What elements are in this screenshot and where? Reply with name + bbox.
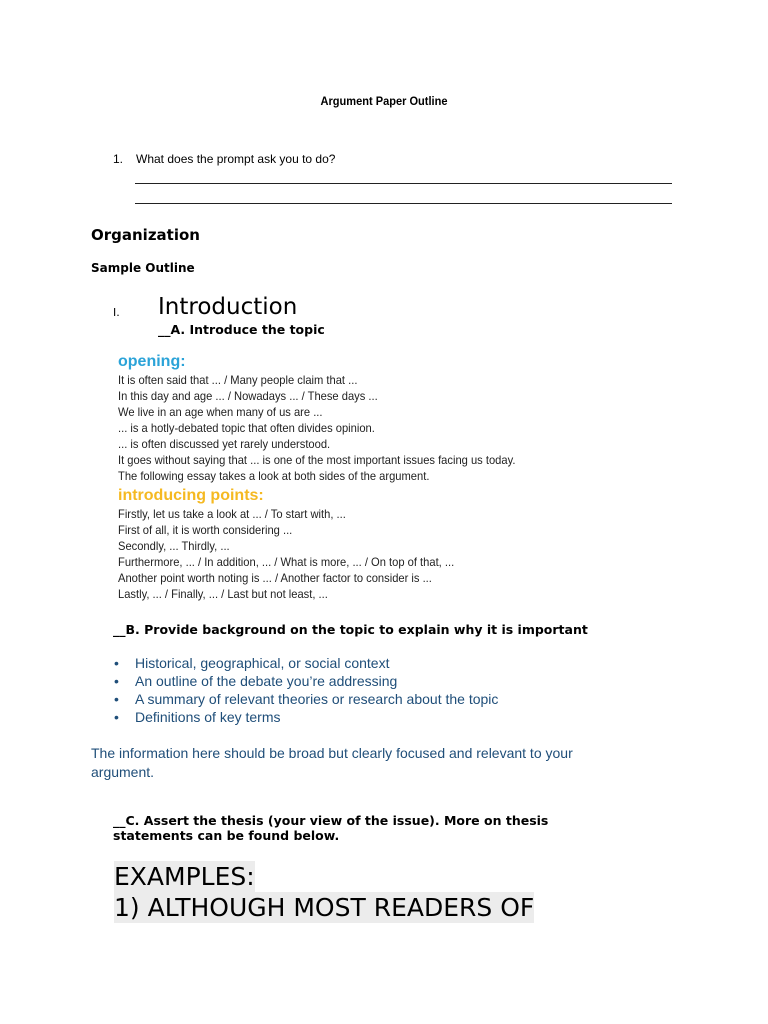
answer-line xyxy=(135,183,672,184)
opening-heading: opening: xyxy=(118,353,186,370)
phrase-line: We live in an age when many of us are ... xyxy=(118,405,323,419)
bullet-icon: • xyxy=(114,709,119,725)
phrase-line: Firstly, let us take a look at ... / To start with, ... xyxy=(118,507,346,521)
background-list xyxy=(113,654,498,726)
example-line: 1) ALTHOUGH MOST READERS OF xyxy=(114,893,535,922)
phrase-line: Another point worth noting is ... / Another factor to consider is ... xyxy=(118,571,432,585)
phrase-line: Furthermore, ... / In addition, ... / What is more, ... / On top of that, ... xyxy=(118,555,455,569)
phrase-line: The following essay takes a look at both sides of the argument. xyxy=(118,469,430,483)
opening-phrases xyxy=(118,372,638,484)
answer-line xyxy=(135,203,672,204)
list-item: • Definitions of key terms xyxy=(114,709,281,725)
question-number: 1. xyxy=(113,152,124,166)
phrase-line: ... is a hotly-debated topic that often divides opinion. xyxy=(118,421,375,435)
phrase-line: In this day and age ... / Nowadays ... / These days ... xyxy=(118,389,378,403)
examples-heading: EXAMPLES: xyxy=(114,862,255,891)
info-paragraph: The information here should be broad but clearly focused and relevant to your argument. xyxy=(91,745,573,780)
organization-heading: Organization xyxy=(91,226,200,244)
question-text: What does the prompt ask you to do? xyxy=(136,152,336,166)
list-item: • A summary of relevant theories or research about the topic xyxy=(114,691,499,707)
phrase-line: Secondly, ... Thirdly, ... xyxy=(118,539,230,553)
phrase-image xyxy=(118,352,638,616)
bullet-icon: • xyxy=(114,655,119,671)
section-numeral: I. xyxy=(113,306,120,319)
phrase-line: It is often said that ... / Many people claim that ... xyxy=(118,373,358,387)
bullet-icon: • xyxy=(114,691,119,707)
list-item: • An outline of the debate you’re addressing xyxy=(114,673,398,689)
phrase-line: Lastly, ... / Finally, ... / Last but not least, ... xyxy=(118,587,328,601)
page-title: Argument Paper Outline xyxy=(320,94,448,108)
bullet-icon: • xyxy=(114,673,119,689)
sample-outline-heading: Sample Outline xyxy=(91,261,195,275)
introducing-points-heading: introducing points: xyxy=(118,487,264,504)
subpoint-c: __C. Assert the thesis (your view of the issue). More on thesis statements can be found below. xyxy=(113,813,549,843)
subpoint-a: __A. Introduce the topic xyxy=(158,322,325,337)
phrase-line: It goes without saying that ... is one of the most important issues facing us today. xyxy=(118,453,516,467)
introducing-points-phrases xyxy=(118,506,638,602)
list-item: • Historical, geographical, or social context xyxy=(114,655,390,671)
subpoint-b: __B. Provide background on the topic to explain why it is important xyxy=(113,622,588,637)
section-title: Introduction xyxy=(158,294,298,320)
phrase-line: First of all, it is worth considering ... xyxy=(118,523,293,537)
phrase-line: ... is often discussed yet rarely understood. xyxy=(118,437,331,451)
